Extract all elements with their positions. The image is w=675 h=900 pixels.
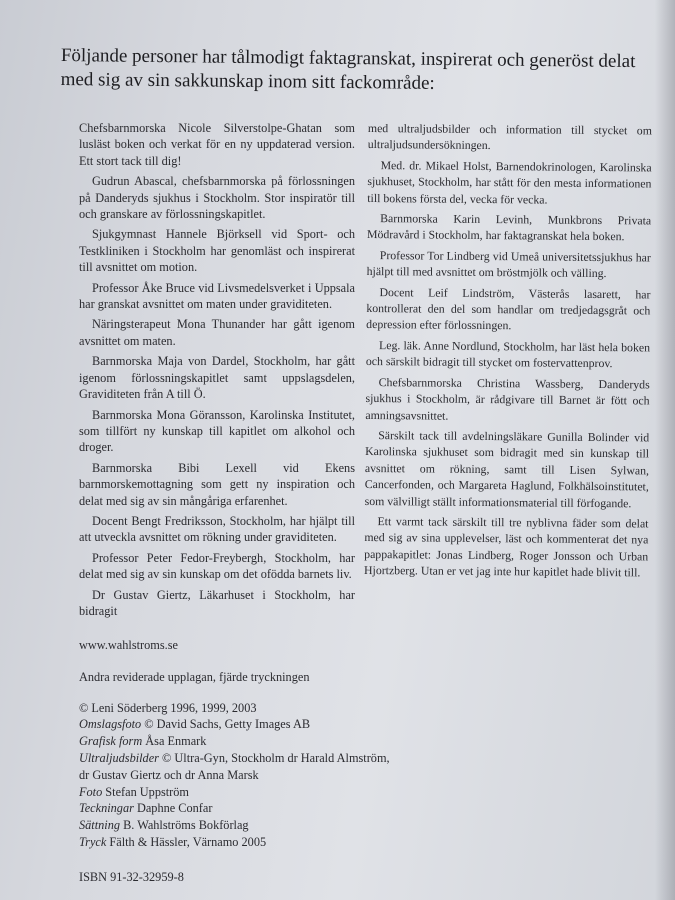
colophon bbox=[79, 637, 479, 886]
credit-label: Omslagsfoto bbox=[79, 717, 142, 732]
ack-paragraph: Docent Leif Lindström, Västerås lasarett, har kontrollerat den del som handlar om tredjedagsgråt och depression efter förlossningen. bbox=[366, 284, 651, 333]
credit-value: B. Wahlströms Bokförlag bbox=[120, 818, 249, 833]
ack-paragraph: Näringsterapeut Mona Thunander har gått igenom avsnittet om maten. bbox=[79, 317, 355, 348]
credit-value: Daphne Confar bbox=[133, 801, 213, 816]
credit-value: Fälth & Hässler, Värnamo 2005 bbox=[106, 834, 267, 849]
edition-note: Andra reviderade upplagan, fjärde tryckningen bbox=[79, 669, 310, 684]
ack-paragraph: Dr Gustav Giertz, Läkarhuset i Stockholm, har bidragit bbox=[79, 587, 355, 618]
ack-paragraph: Leg. läk. Anne Nordlund, Stockholm, har läst hela boken och särskilt bidragit till stycket om fostervattenprov. bbox=[365, 337, 651, 371]
ack-paragraph: Barnmorska Maja von Dardel, Stockholm, har gått igenom förlossningskapitlet samt uppslagsdelen, Graviditeten från A till Ö. bbox=[79, 354, 355, 402]
isbn: ISBN 91-32-32959-8 bbox=[79, 869, 184, 884]
ultrasound-credit-cont: dr Gustav Giertz och dr Anna Marsk bbox=[79, 767, 259, 782]
credit-value: © David Sachs, Getty Images AB bbox=[141, 717, 311, 732]
printing-credit bbox=[79, 834, 479, 851]
ack-paragraph: Chefsbarnmorska Nicole Silverstolpe-Ghatan som lusläst boken och verkat för en ny uppdaterad version. Ett stort tack till dig! bbox=[79, 121, 355, 168]
ack-paragraph: Barnmorska Bibi Lexell vid Ekens barnmorskemottagning som gett ny inspiration och delat med sig av sin mångåriga erfarenhet. bbox=[79, 460, 355, 508]
credit-label: Teckningar bbox=[79, 801, 134, 816]
ultrasound-credit bbox=[79, 750, 479, 767]
ack-paragraph: Med. dr. Mikael Holst, Barnendokrinologen, Karolinska sjukhuset, Stockholm, har stått för den mesta informationen till bokens första del, vecka för vecka. bbox=[367, 157, 652, 207]
credit-label: Ultraljudsbilder bbox=[79, 750, 159, 765]
ack-paragraph: Docent Bengt Fredriksson, Stockholm, har hjälpt till att utveckla avsnittet om rökning under graviditeten. bbox=[79, 513, 355, 545]
ack-paragraph: Sjukgymnast Hannele Björksell vid Sport- och Testkliniken i Stockholm har genomläst och inspirerat till avsnittet om motion. bbox=[79, 227, 355, 275]
ack-paragraph: Professor Åke Bruce vid Livsmedelsverket i Uppsala har granskat avsnittet om maten under graviditeten. bbox=[79, 280, 355, 312]
credit-label: Sättning bbox=[79, 818, 120, 833]
ack-paragraph: med ultraljudsbilder och information till stycket om ultraljudsundersökningen. bbox=[367, 120, 652, 153]
ack-paragraph: Chefsbarnmorska Christina Wassberg, Danderyds sjukhus i Stockholm, är rådgivare till Barnet är fött och amningsavsnittet. bbox=[365, 374, 650, 423]
cover-photo-credit bbox=[79, 716, 479, 733]
photo-credit bbox=[79, 784, 479, 801]
graphic-design-credit bbox=[79, 733, 479, 750]
drawings-credit bbox=[79, 800, 479, 817]
ack-paragraph: Professor Tor Lindberg vid Umeå universitetssjukhus har hjälpt till med avsnittet om bröstmjölk och välling. bbox=[366, 247, 651, 281]
ack-paragraph: Ett varmt tack särskilt till tre nyblivna fäder som delat med sig av sina upplevelser, läst och kommenterat det nya pappakapitlet: Jonas Lindberg, Roger Jonsson och Urban Hjortzberg. Utan er vet jag inte hur kapitlet hade blivit till. bbox=[364, 514, 649, 580]
credit-label: Foto bbox=[79, 784, 103, 799]
ack-paragraph: Professor Peter Fedor-Freybergh, Stockholm, har delat med sig av sin kunskap om det ofödda barnets liv. bbox=[79, 550, 355, 582]
typesetting-credit bbox=[79, 817, 479, 834]
credit-value: Stefan Uppström bbox=[102, 784, 189, 799]
copyright-line: © Leni Söderberg 1996, 1999, 2003 bbox=[79, 700, 257, 715]
credit-label: Grafisk form bbox=[79, 734, 143, 749]
credit-value: Åsa Enmark bbox=[142, 734, 207, 749]
page-edge-shadow bbox=[655, 0, 675, 900]
credit-label: Tryck bbox=[79, 834, 107, 849]
publisher-website: www.wahlstroms.se bbox=[79, 638, 178, 652]
ack-paragraph: Barnmorska Karin Levinh, Munkbrons Privata Mödravård i Stockholm, har faktagranskat hela boken. bbox=[366, 211, 652, 244]
ack-paragraph: Gudrun Abascal, chefsbarnmorska på förlossningen på Danderyds sjukhus i Stockholm. Stor inspiratör till och granskare av förlossningskapitlet. bbox=[79, 174, 355, 222]
acknowledgements-right-column bbox=[364, 120, 652, 585]
credit-value: © Ultra-Gyn, Stockholm dr Harald Almström, bbox=[158, 750, 390, 765]
ack-paragraph: Särskilt tack till avdelningsläkare Gunilla Bolinder vid Karolinska sjukhuset som bidragit med sin kunskap till avsnittet om rökning, samt till Lisen Sylwan, Cancerfonden, och Margareta Haglund, Folkhälsoinstitutet, som välvilligt ställt informationsmaterial till förfogande. bbox=[364, 428, 650, 510]
acknowledgements-left-column bbox=[79, 120, 355, 623]
ack-paragraph: Barnmorska Mona Göransson, Karolinska Institutet, som tillfört ny kunskap till kapitlet om alkohol och droger. bbox=[79, 407, 355, 455]
intro-heading: Följande personer har tålmodigt faktagranskat, inspirerat och generöst delat med sig av sin sakkunskap inom sitt fackområde: bbox=[60, 44, 636, 94]
